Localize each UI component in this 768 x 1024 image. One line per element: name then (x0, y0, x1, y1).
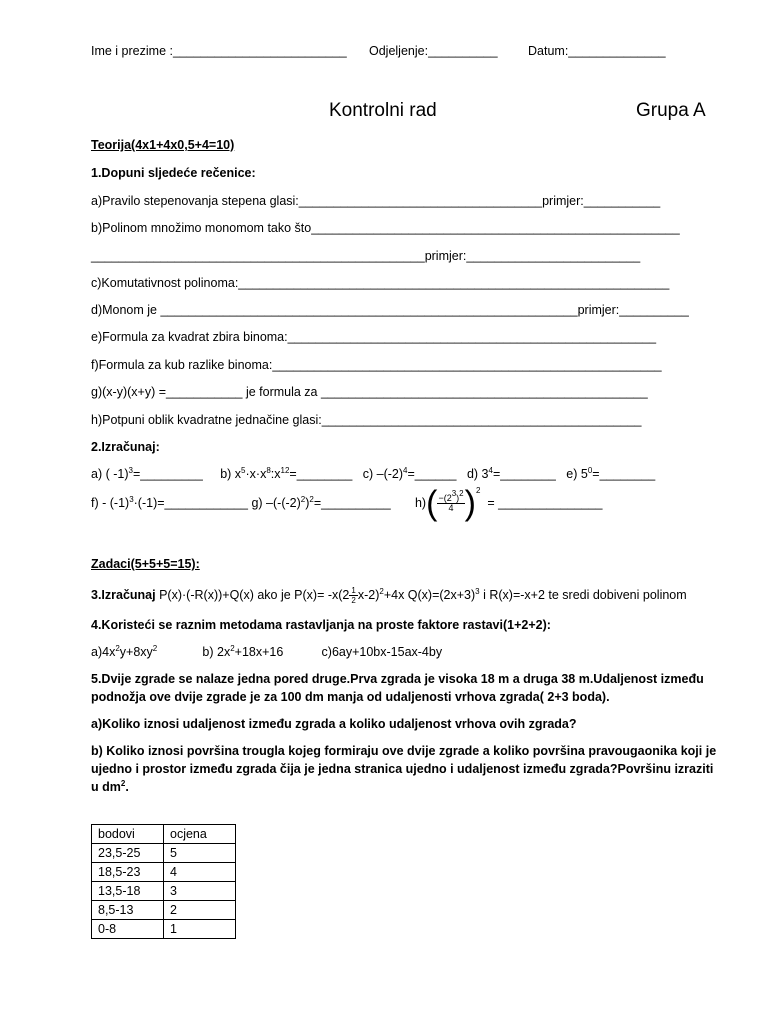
table-row (92, 863, 236, 882)
q4-heading: 4.Koristeći se raznim metodama rastavljanja na proste faktore rastavi(1+2+2): (91, 618, 551, 632)
table-row (92, 920, 236, 939)
q3: 3.Izračunaj P(x)·(-R(x))+Q(x) ako je P(x)= -x(2 $\frac{1}{2}$ x-2)$^2$+4x $Q(x)=(2x+3)^3$ i R(x)=-x+2 te sredi dobiveni polinom (91, 586, 687, 605)
table-header-row (92, 825, 236, 844)
page-title: Kontrolni rad (329, 100, 437, 121)
q2-d: d) $3^4=\_\_\_\_\_\_\_\_$ (466, 466, 556, 481)
q5-line1: 5.Dvije zgrade se nalaze jedna pored druge.Prva zgrada je visoka 18 m a druga 38 m.Udaljenost između (91, 672, 704, 686)
table-cell: 1 (164, 920, 236, 939)
theory-heading: Teorija(4x1+4x0,5+4=10) (91, 138, 235, 152)
q4-items (91, 644, 442, 660)
q1-heading: 1.Dopuni sljedeće rečenice: (91, 166, 256, 180)
q4-c: c)6ay+10bx-15ax-4by (321, 645, 443, 659)
q1-d: d)Monom je ____________________________________________________________primjer:__________ (91, 303, 689, 317)
q2-heading: 2.Izračunaj: (91, 440, 160, 454)
q2-row1 (91, 466, 655, 482)
table-cell: 0-8 (92, 920, 164, 939)
group-label: Grupa A (636, 100, 706, 121)
table-row (92, 882, 236, 901)
q1-e: e)Formula za kvadrat zbira binoma:_____________________________________________________ (91, 330, 657, 344)
q1-h: h)Potpuni oblik kvadratne jednačine glasi:______________________________________________ (91, 413, 642, 427)
q2-row2 (91, 486, 602, 521)
name-field: Ime i prezime :_________________________ (91, 44, 347, 58)
q1-a: a)Pravilo stepenovanja stepena glasi:___________________________________primjer:___________ (91, 194, 661, 208)
q4-a: $a)4x^2y+8xy^2$ (91, 644, 158, 659)
table-header: bodovi (92, 825, 164, 844)
q2-e: e) $5^0=\_\_\_\_\_\_\_\_$ (566, 466, 656, 481)
table-cell: 4 (164, 863, 236, 882)
q5-line2: podnožja ove dvije zgrade je za 100 dm manja od udaljenosti vrhova zgrada( 2+3 boda). (91, 690, 610, 704)
q2-b: b) $x^5\cdot x\cdot x^8:x^{12}=\_\_\_\_\_\_\_\_$ (220, 466, 353, 481)
table-cell: 5 (164, 844, 236, 863)
q2-g: g) $-(-(-2)^2)^2=\_\_\_\_\_\_\_\_\_\_$ (251, 495, 391, 510)
q2-f: $f) - (-1)^3\cdot(-1)=\_\_\_\_\_\_\_\_\_\_\_\_$ (91, 495, 248, 510)
grades-table (91, 824, 236, 939)
q4-b: b) $2x^2+18x+16$ (202, 644, 284, 659)
q2-h: h)( $\frac{-(2^3)^2}{4}$ )$^2$ = _______________ (414, 484, 603, 523)
table-cell: 18,5-23 (92, 863, 164, 882)
table-row (92, 901, 236, 920)
table-cell: 13,5-18 (92, 882, 164, 901)
q2-a: a) ( -1)$^3$=_________ (91, 466, 203, 481)
table-cell: 8,5-13 (92, 901, 164, 920)
table-header: ocjena (164, 825, 236, 844)
q1-b-continued: ________________________________________________primjer:_________________________ (91, 249, 641, 263)
class-field: Odjeljenje:__________ (369, 44, 498, 58)
q5-b-line1: b) Koliko iznosi površina trougla kojeg formiraju ove dvije zgrade a koliko površina pravougaonika koji je (91, 744, 717, 758)
q5-b-line3: u $dm^2$. (91, 779, 129, 794)
table-cell: 2 (164, 901, 236, 920)
q1-c: c)Komutativnost polinoma:______________________________________________________________ (91, 276, 670, 290)
date-field: Datum:______________ (528, 44, 666, 58)
q5-a: a)Koliko iznosi udaljenost između zgrada a koliko udaljenost vrhova ovih zgrada? (91, 717, 577, 731)
q2-c: c) $-(-2)^4=\_\_\_\_\_\_$ (362, 466, 457, 481)
q1-g: g)(x-y)(x+y) =___________ je formula za _______________________________________________ (91, 385, 648, 399)
table-cell: 23,5-25 (92, 844, 164, 863)
table-cell: 3 (164, 882, 236, 901)
table-row (92, 844, 236, 863)
q5-b-line2: ujedno i prostor između zgrada čija je jedna stranica ujedno i udaljenost između zgrada?Površinu izraziti (91, 762, 714, 776)
q1-b: b)Polinom množimo monomom tako što_____________________________________________________ (91, 221, 680, 235)
tasks-heading: Zadaci(5+5+5=15): (91, 557, 200, 571)
q1-f: f)Formula za kub razlike binoma:________________________________________________________ (91, 358, 662, 372)
